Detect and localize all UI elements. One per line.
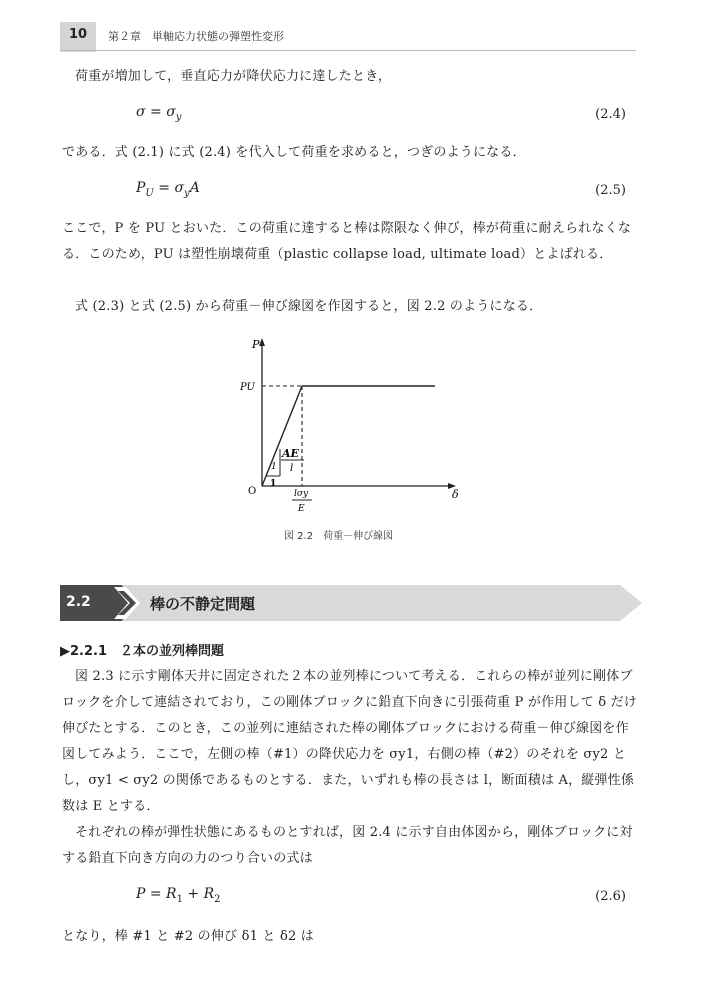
paragraph-6: それぞれの棒が弾性状態にあるものとすれば，図 2.4 に示す自由体図から，剛体ブロックに対する鉛直下向き方向の力のつり合いの式は [62, 825, 633, 866]
paragraph-2: である．式 (2.1) に式 (2.4) を代入して荷重を求めると，つぎのようになる． [62, 145, 526, 160]
pu-label: PU [240, 382, 255, 393]
axis-label-p: P [252, 338, 260, 351]
x-fraction-numerator: lσy [294, 489, 309, 499]
slope-label-one: 1 [271, 462, 277, 472]
equation-2-4: $\sigma = \sigma_y$ [136, 104, 182, 123]
header-rule [60, 50, 636, 51]
slope-base-one: 1 [270, 479, 277, 489]
subsection-title: ▶2.2.1 ２本の並列棒問題 [60, 644, 225, 659]
equation-2-6: $P = R_1 + R_2$ [136, 886, 221, 905]
equation-2-4-number: (2.4) [595, 107, 626, 122]
section-header-bar [60, 585, 642, 621]
axis-label-delta: δ [452, 488, 459, 501]
equation-2-5: $P_U = \sigma_yA$ [136, 180, 200, 199]
y-axis-arrow [259, 338, 265, 346]
paragraph-4: 式 (2.3) と式 (2.5) から荷重－伸び線図を作図すると，図 2.2 のようになる． [75, 299, 543, 314]
section-number: 2.2 [66, 594, 91, 610]
slope-denominator: l [290, 463, 294, 474]
elastic-line [262, 386, 302, 486]
figure-load-elongation [230, 336, 470, 518]
section-title: 棒の不静定問題 [150, 595, 256, 613]
figure-caption: 図 2.2 荷重－伸び線図 [284, 531, 394, 542]
page-number: 10 [68, 27, 88, 42]
paragraph-1: 荷重が増加して，垂直応力が降伏応力に達したとき， [75, 69, 392, 84]
slope-numerator: AE [282, 447, 299, 460]
origin-label: O [248, 486, 257, 497]
paragraph-7: となり，棒 #1 と #2 の伸び δ1 と δ2 は [62, 929, 314, 944]
paragraph-3: ここで，P を PU とおいた．この荷重に達すると棒は際限なく伸び，棒が荷重に耐えられなくなる．このため，PU は塑性崩壊荷重（plastic collapse load, ultimate load）とよばれる． [62, 221, 632, 262]
equation-2-6-number: (2.6) [595, 889, 626, 904]
running-title: 第２章 単軸応力状態の弾塑性変形 [108, 30, 284, 43]
paragraph-5: 図 2.3 に示す剛体天井に固定された２本の並列棒について考える．これらの棒が並列に剛体ブロックを介して連結されており，この剛体ブロックに鉛直下向きに引張荷重 P が作用して δ だけ伸びたとする．このとき，この並列に連結された棒の剛体ブロックにおける荷重－伸び線図を作図してみよう．ここで，左側の棒（#1）の降伏応力を σy1，右側の棒（#2）のそれを σy2 とし，σy1 < σy2 の関係であるものとする．また，いずれも棒の長さは l，断面積は A，縦弾性係数は E とする． [62, 669, 637, 814]
x-fraction-denominator: E [298, 504, 305, 514]
equation-2-5-number: (2.5) [595, 183, 626, 198]
